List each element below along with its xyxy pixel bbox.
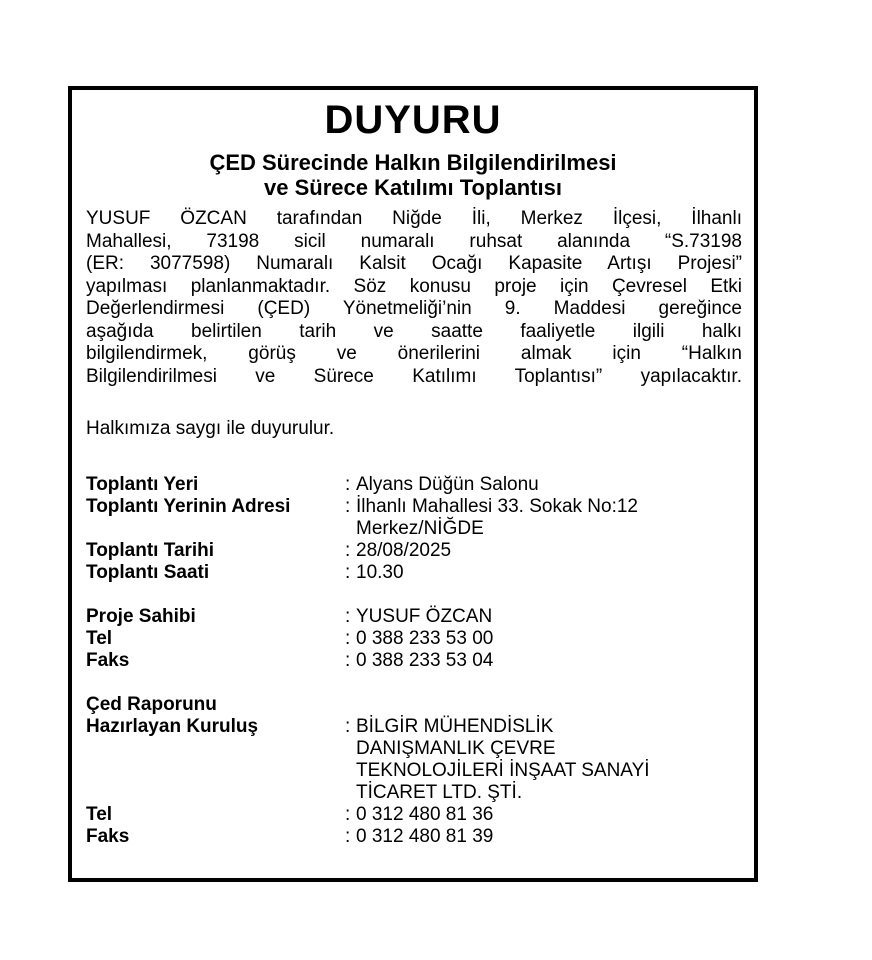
separator: :	[345, 650, 351, 671]
body-line: Mahallesi, 73198 sicil numaralı ruhsat alanında “S.73198	[86, 230, 742, 252]
preparer-value-3: TEKNOLOJİLERİ İNŞAAT SANAYİ	[356, 760, 650, 781]
meeting-address-label: Toplantı Yerinin Adresi	[86, 496, 291, 517]
separator: :	[345, 804, 351, 825]
preparer-label-1: Çed Raporunu	[86, 694, 217, 715]
preparer-value-2: DANIŞMANLIK ÇEVRE	[356, 738, 556, 759]
preparer-fax-label: Faks	[86, 826, 130, 847]
body-line: yapılması planlanmaktadır. Söz konusu proje için Çevresel Etki	[86, 275, 742, 297]
preparer-tel-label: Tel	[86, 804, 113, 825]
preparer-label-2: Hazırlayan Kuruluş	[86, 716, 259, 737]
owner-fax-label: Faks	[86, 650, 130, 671]
owner-label: Proje Sahibi	[86, 606, 196, 627]
body-line: YUSUF ÖZCAN tarafından Niğde İli, Merkez İlçesi, İlhanlı	[86, 208, 742, 229]
separator: :	[345, 628, 351, 649]
separator: :	[345, 826, 351, 847]
preparer-value-4: TİCARET LTD. ŞTİ.	[356, 782, 523, 803]
preparer-fax-value: 0 312 480 81 39	[356, 826, 494, 847]
preparer-tel-value: 0 312 480 81 36	[356, 804, 494, 825]
greeting-text: Halkımıza saygı ile duyurulur.	[86, 418, 335, 439]
meeting-address-value-2: Merkez/NİĞDE	[356, 518, 484, 539]
announcement-subtitle	[72, 150, 754, 200]
owner-value: YUSUF ÖZCAN	[356, 606, 493, 627]
meeting-time-label: Toplantı Saati	[86, 562, 210, 583]
separator: :	[345, 496, 351, 517]
body-line: Bilgilendirilmesi ve Sürece Katılımı Toplantısı” yapılacaktır.	[86, 365, 742, 387]
separator: :	[345, 474, 351, 495]
meeting-time-value: 10.30	[356, 562, 404, 583]
meeting-place-label: Toplantı Yeri	[86, 474, 199, 495]
announcement-body	[86, 208, 742, 388]
meeting-place-value: Alyans Düğün Salonu	[356, 474, 539, 495]
owner-tel-label: Tel	[86, 628, 113, 649]
separator: :	[345, 606, 351, 627]
meeting-date-label: Toplantı Tarihi	[86, 540, 215, 561]
separator: :	[345, 562, 351, 583]
owner-tel-value: 0 388 233 53 00	[356, 628, 494, 649]
separator: :	[345, 540, 351, 561]
announcement-title: DUYURU	[324, 98, 502, 142]
body-line: aşağıda belirtilen tarih ve saatte faaliyetle ilgili halkı	[86, 320, 742, 342]
meeting-date-value: 28/08/2025	[356, 540, 452, 561]
announcement-frame	[68, 86, 758, 882]
subtitle-line-1: ÇED Sürecinde Halkın Bilgilendirilmesi	[209, 150, 617, 175]
separator: :	[345, 716, 351, 737]
meeting-address-value: İlhanlı Mahallesi 33. Sokak No:12	[356, 496, 638, 517]
owner-fax-value: 0 388 233 53 04	[356, 650, 494, 671]
body-line: Değerlendirmesi (ÇED) Yönetmeliği’nin 9. Maddesi gereğince	[86, 298, 742, 319]
body-line: (ER: 3077598) Numaralı Kalsit Ocağı Kapasite Artışı Projesi”	[86, 253, 742, 274]
preparer-value-1: BİLGİR MÜHENDİSLİK	[356, 716, 554, 737]
body-line: bilgilendirmek, görüş ve önerilerini almak için “Halkın	[86, 343, 742, 364]
subtitle-line-2: ve Sürece Katılımı Toplantısı	[264, 175, 562, 200]
